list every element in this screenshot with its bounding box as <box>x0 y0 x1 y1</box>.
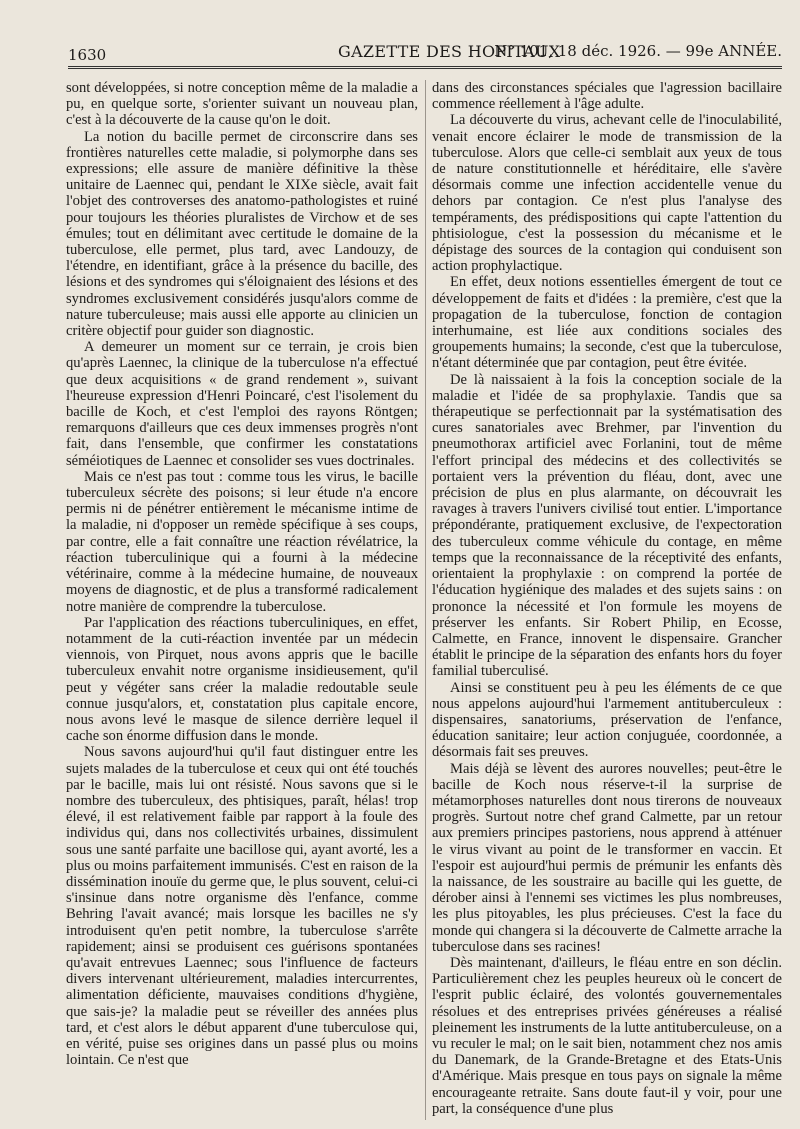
paragraph: Par l'application des réactions tuberculiniques, en effet, notamment de la cuti-réaction inventée par un médecin viennois, von Pirquet, nous avons appris que le bacille tuberculeux envahit notre organisme insidieusement, qu'il peut y végéter sans créer la maladie redoutable seule connue jusqu'alors, et, constatation plus capitale encore, nous avons levé le masque de silence derrière lequel il cache son énorme diffusion dans le monde. <box>66 614 418 745</box>
paragraph: Mais déjà se lèvent des aurores nouvelles; peut-être le bacille de Koch nous réserve-t-il la surprise de métamorphoses naturelles dont nous tirerons de nouveaux progrès. Surtout notre chef grand Calmette, par un retour aux premiers principes pastoriens, nous apprend à atténuer le virus vivant au point de le transformer en vaccin. Et l'espoir est aujourd'hui permis de prémunir les enfants dès la naissance, de les soustraire au bacille qui les guette, de dérober ainsi à l'ennemi ses victimes les plus nombreuses, les plus pitoyables, les plus précieuses. C'est la face du monde qui changera si la découverte de Calmette arrache la tuberculose dans ses racines! <box>432 760 782 955</box>
right-column <box>432 80 782 1120</box>
paragraph: Mais ce n'est pas tout : comme tous les virus, le bacille tuberculeux sécrète des poisons; si leur étude n'a encore permis ni de pénétrer entièrement le mécanisme intime de la maladie, ni d'opposer un remède spécifique à ses coups, par contre, elle a fait connaître une réaction révélatrice, la réaction tuberculinique qui a fourni à la médecine vétérinaire, comme à la médecine humaine, de nouveaux moyens de diagnostic, et de plus a transformé radicalement notre manière de comprendre la tuberculose. <box>66 468 418 615</box>
page-number: 1630 <box>68 46 107 64</box>
paragraph: Dès maintenant, d'ailleurs, le fléau entre en son déclin. Particulièrement chez les peuples heureux où le concert de l'esprit public éclairé, des volontés gouvernementales résolues et des entreprises privées généreuses a réalisé pleinement les instruments de la lutte antituberculeuse, on a vu reculer le mal; on le sait bien, notamment chez nos amis du Danemark, de la Grande-Bretagne et des Etats-Unis d'Amérique. Mais presque en tous pays on signale la même encourageante retraite. Sans doute faut-il y voir, pour une part, la conséquence d'une plus <box>432 954 782 1117</box>
paragraph: La notion du bacille permet de circonscrire dans ses frontières naturelles cette maladie, si polymorphe dans ses expressions; elle assure de manière définitive la thèse unitaire de Laennec qui, pendant le XIXe siècle, avait fait l'objet des controverses des anatomo-pathologistes et ruiné pour toujours les théories pluralistes de Virchow et de ses émules; tout en délimitant avec certitude le domaine de la tuberculose, elle permet, plus tard, avec Landouzy, de l'étendre, en identifiant, grâce à la présence du bacille, des lésions et des syndromes qui s'éloignaient des lésions et des syndromes exclusivement considérés jusqu'alors comme de nature tuberculeuse; mais aussi elle apporte au clinicien un critère objectif pour guider son diagnostic. <box>66 128 418 340</box>
paragraph: En effet, deux notions essentielles émergent de tout ce développement de faits et d'idées : la première, c'est que la propagation de la tuberculose, fonction de contagion interhumaine, est liée aux conditions sociales des groupements humains; la seconde, c'est que la tuberculose, n'étant déterminée que par contagion, peut être évitée. <box>432 274 782 372</box>
column-divider <box>425 80 426 1120</box>
page-header <box>68 32 782 69</box>
paragraph: Nous savons aujourd'hui qu'il faut distinguer entre les sujets malades de la tuberculose et ceux qui ont été touchés par le bacille, mais lui ont résisté. Nous savons que si le nombre des tuberculeux, des phtisiques, paraît, hélas! trop élevé, il est relativement faible par rapport à la foule des individus qui, dans nos collectivités urbaines, dissimulent sous une santé parfaite une bacillose qui, ayant avorté, les a plus ou moins parfaitement immunisés. C'est en raison de la dissémination inouïe du germe que, le plus souvent, celui-ci s'insinue dans notre organisme dès l'enfance, comme Behring l'avait avancé; mais lorsque les bacilles ne s'y introduisent qu'en petit nombre, la tuberculose s'arrête rapidement; ainsi se produisent ces guérisons spontanées qu'avait entrevues Laennec; sous l'influence de facteurs divers intervenant ultérieurement, maladies intercurrentes, alimentation déficiente, mauvaises conditions d'hygiène, que sais-je? la maladie peut se réveiller des années plus tard, et c'est alors le début apparent d'une tuberculose qui, en vérité, puise ses origines dans un passé plus ou moins lointain. Ce n'est que <box>66 744 418 1069</box>
issue-info: N° 101, 18 déc. 1926. — 99e ANNÉE. <box>494 42 782 60</box>
left-column <box>66 80 418 1120</box>
journal-title: GAZETTE DES HOPITAUX <box>338 42 561 61</box>
paragraph: A demeurer un moment sur ce terrain, je crois bien qu'après Laennec, la clinique de la tuberculose n'a effectué que deux acquisitions « de grand rendement », suivant l'heureuse expression d'Henri Poincaré, c'est l'isolement du bacille de Koch, et c'est l'emploi des rayons Röntgen; remarquons d'ailleurs que ces deux immenses progrès n'ont fait, dans l'ensemble, que confirmer les constatations séméiotiques de Laennec et consolider ses vues doctrinales. <box>66 339 418 469</box>
paragraph: De là naissaient à la fois la conception sociale de la maladie et l'idée de sa prophylaxie. Tandis que sa thérapeutique se perfectionnait par la systématisation des cures sanatoriales avec Brehmer, par l'invention du pneumothorax artificiel avec Forlanini, tout de même l'effort principal des médecins et des collectivités se portaient vers la prévention du fléau, dont, avec une précision de plus en plus alarmante, on découvrait les ravages à travers l'univers civilisé tout entier. L'importance prépondérante, pratiquement exclusive, de l'expectoration des tuberculeux comme véhicule du contage, en même temps que la reconnaissance de la réceptivité des enfants, orientaient la prophylaxie : on comprend la portée de l'éducation hygiénique des malades et des sujets sains : on prononce la nécessité et l'on formule les moyens de préserver les enfants. Sir Robert Philip, en Ecosse, Calmette, en France, innovent le dispensaire. Grancher établit le principe de la séparation des enfants hors du foyer familial tuberculisé. <box>432 371 782 680</box>
paragraph: dans des circonstances spéciales que l'agression bacillaire commence réellement à l'âge adulte. <box>432 80 782 113</box>
paragraph: La découverte du virus, achevant celle de l'inoculabilité, venait encore éclairer le mode de transmission de la tuberculose. Alors que celle-ci semblait aux yeux de tous de nature constitutionnelle et héréditaire, elle s'avère désormais comme une infection accidentelle venue du dehors par contagion. Ce n'est plus l'analyse des tempéraments, des prédispositions qui capte l'attention du phtisiologue, c'est la possession du mécanisme et le dépistage des sources de la contagion qui conduisent son action prophylactique. <box>432 112 782 275</box>
paragraph: Ainsi se constituent peu à peu les éléments de ce que nous appelons aujourd'hui l'armement antituberculeux : dispensaires, sanatoriums, préservation de l'enfance, éducation sanitaire; leur action conjuguée, coordonnée, a désormais fait ses preuves. <box>432 679 782 761</box>
paragraph: sont développées, si notre conception même de la maladie a pu, en quelque sorte, s'orienter suivant un nouveau plan, c'est à la découverte de la cause qu'on le doit. <box>66 80 418 129</box>
